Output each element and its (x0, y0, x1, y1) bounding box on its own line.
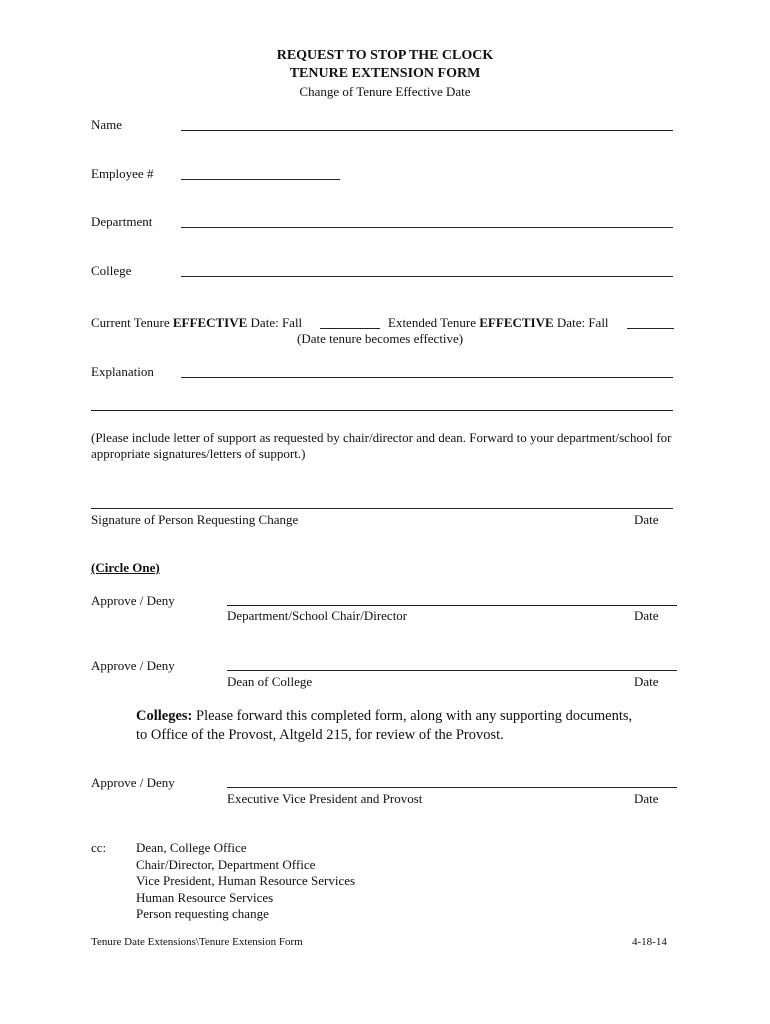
cc-item: Chair/Director, Department Office (136, 856, 316, 872)
current-tenure-effective: EFFECTIVE (172, 315, 248, 330)
extended-tenure-label (388, 315, 609, 331)
cc-item: Dean, College Office (136, 840, 247, 855)
chair-signature-field[interactable] (227, 605, 677, 606)
dean-signature-field[interactable] (227, 670, 677, 671)
current-tenure-label (91, 315, 302, 331)
explanation-field-line1[interactable] (181, 377, 673, 378)
provost-date-label: Date (634, 791, 659, 806)
signature-date-label: Date (634, 512, 659, 527)
explanation-field-line2[interactable] (91, 410, 673, 411)
circle-one-label: (Circle One) (91, 560, 160, 575)
dean-role-label: Dean of College (227, 674, 313, 689)
explanation-label: Explanation (91, 364, 154, 379)
footer-path: Tenure Date Extensions\Tenure Extension Form (91, 936, 303, 948)
tenure-date-note: (Date tenure becomes effective) (297, 331, 464, 346)
department-field[interactable] (181, 227, 673, 228)
cc-item: Human Resource Services (136, 889, 274, 905)
support-note: (Please include letter of support as requested by chair/director and dean. Forward to your department/school for appropriate signatures/letters of support.) (91, 430, 672, 461)
signature-label: Signature of Person Requesting Change (91, 512, 299, 527)
dean-date-label: Date (634, 674, 659, 689)
provost-role-label: Executive Vice President and Provost (227, 791, 423, 806)
cc-label: cc: (91, 840, 107, 855)
cc-item: Vice President, Human Resource Services (136, 873, 356, 888)
name-field[interactable] (181, 130, 673, 131)
extended-tenure-date-field[interactable] (627, 328, 674, 329)
cc-list (136, 840, 355, 923)
approve-deny-dean[interactable]: Approve / Deny (91, 658, 175, 673)
provost-signature-field[interactable] (227, 787, 677, 788)
signature-field[interactable] (91, 508, 673, 509)
college-field[interactable] (181, 276, 673, 277)
form-subtitle: Change of Tenure Effective Date (299, 84, 471, 99)
form-title-line1: REQUEST TO STOP THE CLOCK (276, 48, 494, 63)
colleges-note-line1: Please forward this completed form, along with any supporting documents, (192, 708, 633, 724)
chair-date-label: Date (634, 608, 659, 623)
approve-deny-chair[interactable]: Approve / Deny (91, 593, 175, 608)
extended-tenure-suffix: Date: Fall (553, 315, 609, 330)
form-title-line2: TENURE EXTENSION FORM (289, 66, 481, 81)
colleges-note (136, 707, 696, 745)
colleges-note-heading: Colleges: (136, 708, 193, 724)
name-label: Name (91, 117, 123, 132)
extended-tenure-prefix: Extended Tenure (388, 315, 480, 330)
college-label: College (91, 263, 132, 278)
cc-item: Person requesting change (136, 906, 269, 921)
department-label: Department (91, 214, 153, 229)
current-tenure-prefix: Current Tenure (91, 315, 173, 330)
employee-number-field[interactable] (181, 179, 340, 180)
employee-number-label: Employee # (91, 166, 154, 181)
footer-revision-date: 4-18-14 (632, 936, 667, 948)
colleges-note-line2: to Office of the Provost, Altgeld 215, for review of the Provost. (136, 727, 504, 743)
approve-deny-provost[interactable]: Approve / Deny (91, 775, 175, 790)
chair-role-label: Department/School Chair/Director (227, 608, 408, 623)
current-tenure-date-field[interactable] (320, 328, 380, 329)
current-tenure-suffix: Date: Fall (247, 315, 303, 330)
extended-tenure-effective: EFFECTIVE (479, 315, 554, 330)
